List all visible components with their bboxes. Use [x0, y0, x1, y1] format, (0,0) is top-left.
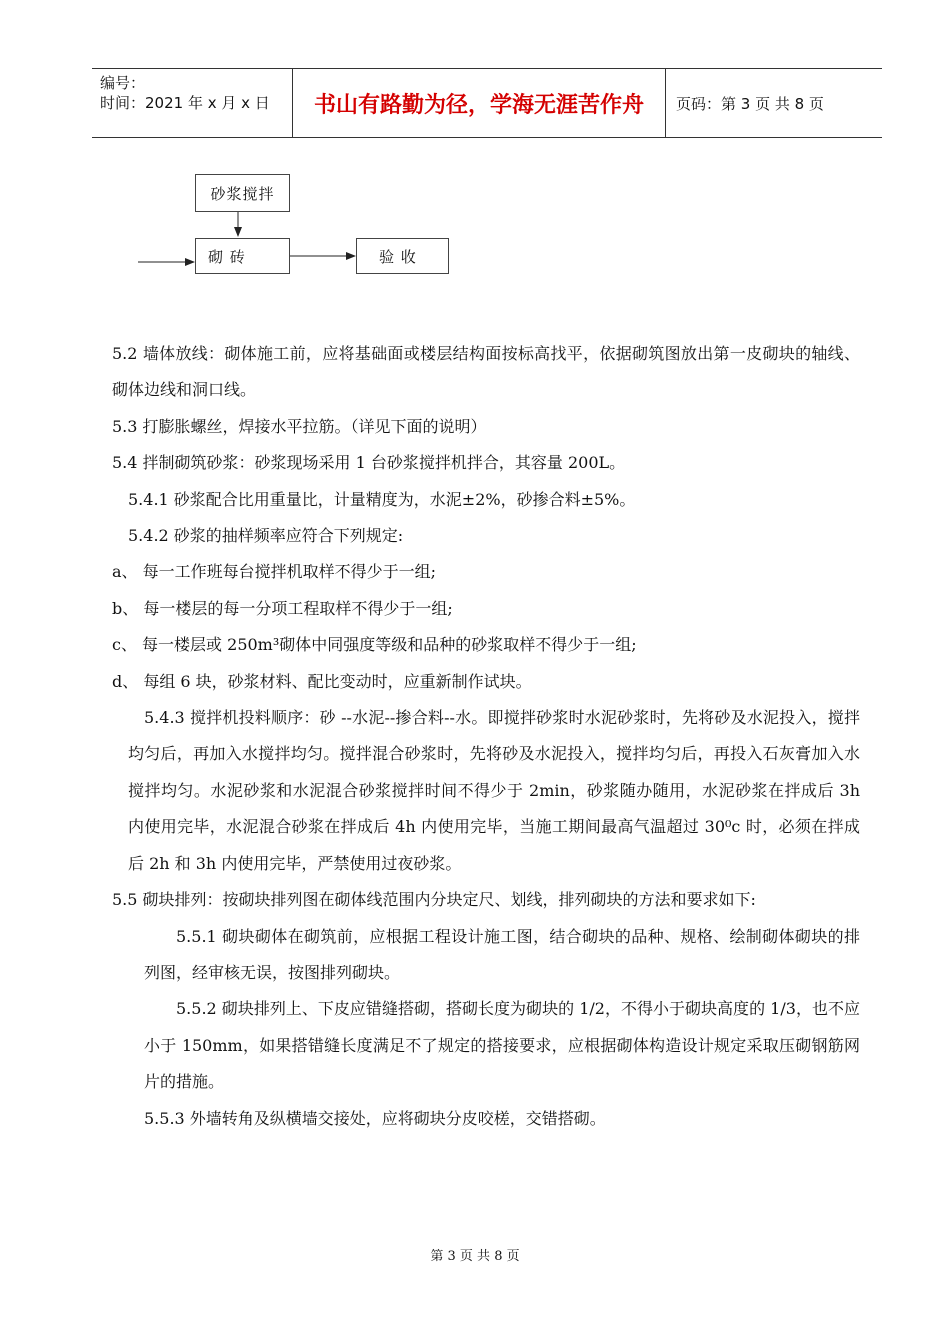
paragraph-5-3: 5.3 打膨胀螺丝，焊接水平拉筋。（详见下面的说明） — [112, 416, 487, 436]
paragraph-5-5-1: 5.5.1 砌块砌体在砌筑前，应根据工程设计施工图，结合砌块的品种、规格、绘制砌体砌块的排列图，经审核无误，按图排列砌块。 — [144, 926, 860, 982]
paragraph-5-4-3: 5.4.3 搅拌机投料顺序：砂 --水泥--掺合料--水。即搅拌砂浆时水泥砂浆时，先将砂及水泥投入，搅拌均匀后，再加入水搅拌均匀。搅拌混合砂浆时，先将砂及水泥投入，搅拌均匀后，再投入石灰膏加入水搅拌均匀。水泥砂浆和水泥混合砂浆搅拌时间不得少于 2min，砂浆随办随用，水泥砂浆在拌成后 3h 内使用完毕，水泥混合砂浆在拌成后 4h 内使用完毕，当施工期间最高气温超过 30⁰c 时，必须在拌成后 2h 和 3h 内使用完毕，严禁使用过夜砂浆。 — [128, 708, 860, 873]
paragraph-5-4: 5.4 拌制砌筑砂浆：砂浆现场采用 1 台砂浆搅拌机拌合，其容量 200L。 — [112, 453, 626, 473]
paragraph-5-4-2: 5.4.2 砂浆的抽样频率应符合下列规定: — [128, 526, 404, 546]
list-item-a: a、 每一工作班每台搅拌机取样不得少于一组; — [112, 562, 437, 582]
header-number-label: 编号： — [100, 74, 146, 92]
flow-box-acceptance: 验 收 — [356, 238, 449, 274]
header-motto: 书山有路勤为径，学海无涯苦作舟 — [293, 69, 666, 137]
flowchart-connectors — [0, 0, 950, 300]
list-item-b: b、 每一楼层的每一分项工程取样不得少于一组; — [112, 598, 453, 618]
flow-box-bricklaying: 砌 砖 — [195, 238, 290, 274]
paragraph-5-2: 5.2 墙体放线：砌体施工前，应将基础面或楼层结构面按标高找平，依据砌筑图放出第一皮砌块的轴线、砌体边线和洞口线。 — [112, 344, 860, 400]
list-item-d: d、 每组 6 块，砂浆材料、配比变动时，应重新制作试块。 — [112, 671, 532, 691]
list-item-c: c、 每一楼层或 250m³砌体中同强度等级和品种的砂浆取样不得少于一组; — [112, 635, 637, 655]
paragraph-5-5-3: 5.5.3 外墙转角及纵横墙交接处，应将砌块分皮咬槎，交错搭砌。 — [144, 1108, 606, 1128]
page-header — [92, 68, 882, 138]
paragraph-5-5-2: 5.5.2 砌块排列上、下皮应错缝搭砌，搭砌长度为砌块的 1/2，不得小于砌块高度的 1/3，也不应小于 150mm，如果搭错缝长度满足不了规定的搭接要求，应根据砌体构造设计规定采取压砌钢筋网片的措施。 — [144, 999, 860, 1092]
page-footer: 第 3 页 共 8 页 — [430, 1249, 520, 1264]
flow-box-mortar-mixing: 砂浆搅拌 — [195, 174, 290, 212]
header-meta — [92, 69, 293, 137]
header-time-label: 时间：2021 年 x 月 x 日 — [100, 94, 270, 112]
paragraph-5-4-1: 5.4.1 砂浆配合比用重量比，计量精度为，水泥±2%，砂掺合料±5%。 — [128, 489, 636, 509]
body-text — [112, 336, 860, 1137]
header-page-label: 页码：第 3 页 共 8 页 — [676, 94, 824, 113]
paragraph-5-5: 5.5 砌块排列：按砌块排列图在砌体线范围内分块定尺、划线，排列砌块的方法和要求如下: — [112, 890, 756, 910]
